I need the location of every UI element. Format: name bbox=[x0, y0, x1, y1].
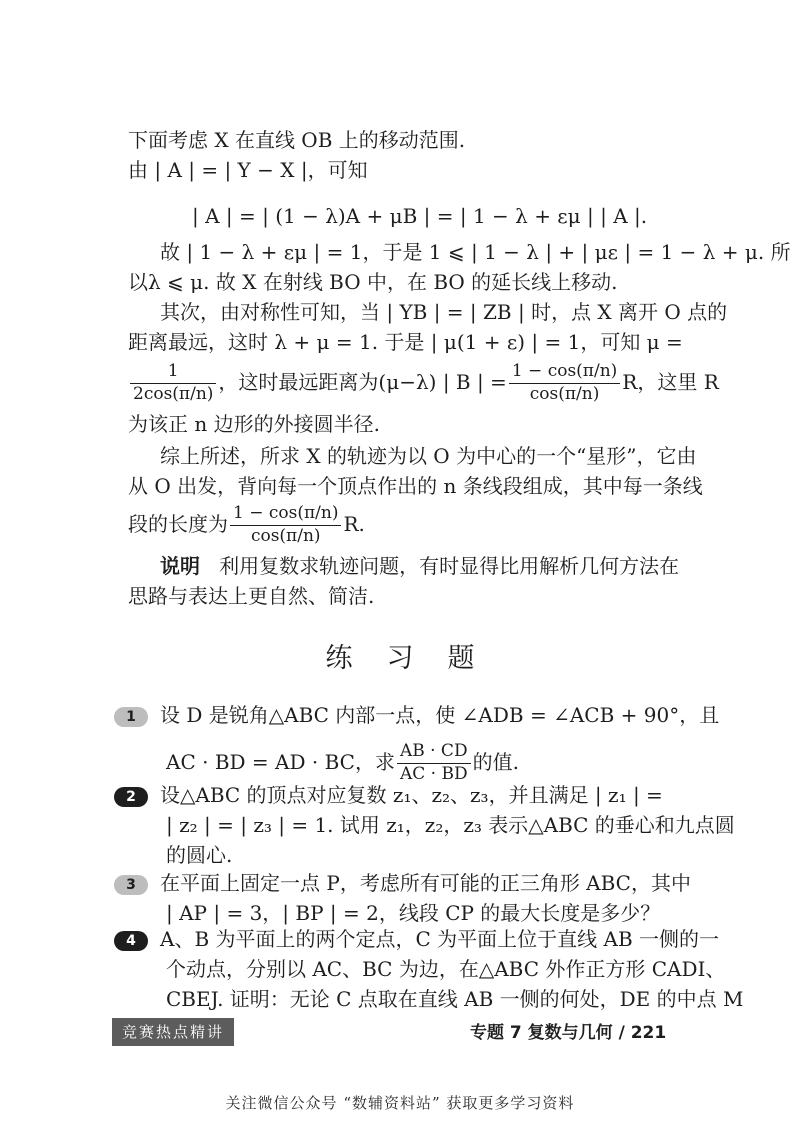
fraction-segment-length bbox=[230, 504, 341, 546]
fraction-numerator: AB · CD bbox=[397, 742, 471, 764]
text-line: CBEJ. 证明：无论 C 点取在直线 AB 一侧的何处，DE 的中点 M bbox=[166, 987, 744, 1011]
exercise-3 bbox=[114, 868, 694, 928]
text-segment: 的值. bbox=[472, 750, 519, 774]
text-segment: 段的长度为 bbox=[128, 512, 228, 536]
series-tag: 竞赛热点精讲 bbox=[112, 1018, 234, 1046]
fraction-ratio bbox=[397, 742, 471, 784]
chapter-page-number: 专题 7 复数与几何 / 221 bbox=[470, 1023, 667, 1043]
text-line: 设△ABC 的顶点对应复数 z₁、z₂、z₃，并且满足 | z₁ | = bbox=[160, 783, 663, 807]
text-line: 思路与表达上更自然、简洁. bbox=[128, 584, 375, 608]
exercise-1 bbox=[114, 696, 720, 788]
paragraph-from bbox=[128, 150, 688, 190]
equation-text: | A | = | (1 − λ)A + μB | = | 1 − λ + εμ | | A |. bbox=[192, 204, 648, 228]
text-line: A、B 为平面上的两个定点，C 为平面上位于直线 AB 一侧的一 bbox=[160, 927, 720, 951]
text-segment: ，这时最远距离为(μ−λ) | B | = bbox=[218, 370, 507, 394]
text-line: 下面考虑 X 在直线 OB 上的移动范围. bbox=[128, 128, 466, 152]
text-segment: 利用复数求轨迹问题，有时显得比用解析几何方法在 bbox=[219, 554, 680, 578]
fraction-denominator: 2cos(π/n) bbox=[133, 384, 214, 404]
fraction-denominator: cos(π/n) bbox=[529, 384, 600, 404]
exercise-number-badge: 4 bbox=[114, 931, 148, 951]
text-line: 距离最远，这时 λ + μ = 1. 于是 | μ(1 + ε) | = 1，可知 μ = bbox=[128, 330, 683, 354]
text-line: 在平面上固定一点 P，考虑所有可能的正三角形 ABC，其中 bbox=[160, 871, 691, 895]
text-line: 从 O 出发，背向每一个顶点作出的 n 条线段组成，其中每一条线 bbox=[128, 474, 703, 498]
text-segment: R. bbox=[343, 512, 365, 536]
text-line: 的圆心. bbox=[166, 843, 233, 867]
paragraph-summary-3 bbox=[128, 498, 688, 550]
text-line: 以λ ⩽ μ. 故 X 在射线 BO 中，在 BO 的延长线上移动. bbox=[128, 270, 618, 294]
fraction-numerator: 1 − cos(π/n) bbox=[509, 362, 620, 384]
note-label: 说明 bbox=[160, 554, 200, 578]
exercise-2 bbox=[114, 780, 735, 870]
exercise-4 bbox=[114, 924, 744, 1014]
exercise-number-badge: 1 bbox=[114, 707, 148, 727]
fraction-numerator: 1 bbox=[130, 362, 216, 384]
text-line: 个动点，分别以 AC、BC 为边，在△ABC 外作正方形 CADI、 bbox=[166, 957, 726, 981]
exercise-heading: 练习题 bbox=[325, 643, 509, 674]
text-segment: R，这里 R bbox=[622, 370, 719, 394]
fraction-denominator: cos(π/n) bbox=[250, 526, 321, 546]
note-paragraph-2 bbox=[128, 576, 688, 616]
text-line: 其次，由对称性可知，当 | YB | = | ZB | 时，点 X 离开 O 点的 bbox=[160, 300, 728, 324]
fraction-distance bbox=[509, 362, 620, 404]
fraction-numerator: 1 − cos(π/n) bbox=[230, 504, 341, 526]
text-segment: AC · BD = AD · BC，求 bbox=[166, 750, 395, 774]
text-line: 由 | A | = | Y − X |，可知 bbox=[128, 158, 368, 182]
paragraph-symmetry-3 bbox=[128, 356, 719, 408]
text-line: 为该正 n 边形的外接圆半径. bbox=[128, 412, 380, 436]
text-line: | AP | = 3，| BP | = 2，线段 CP 的最大长度是多少？ bbox=[166, 901, 661, 925]
text-line: | z₂ | = | z₃ | = 1. 试用 z₁，z₂，z₃ 表示△ABC 的垂心和九点圆 bbox=[166, 813, 735, 837]
text-line: 综上所述，所求 X 的轨迹为以 O 为中心的一个“星形”，它由 bbox=[160, 444, 697, 468]
watermark-text: 关注微信公众号 “数辅资料站” 获取更多学习资料 bbox=[225, 1094, 575, 1112]
text-line: 故 | 1 − λ + εμ | = 1，于是 1 ⩽ | 1 − λ | + | με | = 1 − λ + μ. 所 bbox=[160, 240, 791, 264]
exercise-number-badge: 3 bbox=[114, 875, 148, 895]
fraction-denominator: AC · BD bbox=[399, 764, 468, 784]
equation-1 bbox=[192, 196, 752, 236]
fraction-mu bbox=[130, 362, 216, 404]
text-line: 设 D 是锐角△ABC 内部一点，使 ∠ADB = ∠ACB + 90°，且 bbox=[160, 703, 720, 727]
exercise-number-badge: 2 bbox=[114, 787, 148, 807]
